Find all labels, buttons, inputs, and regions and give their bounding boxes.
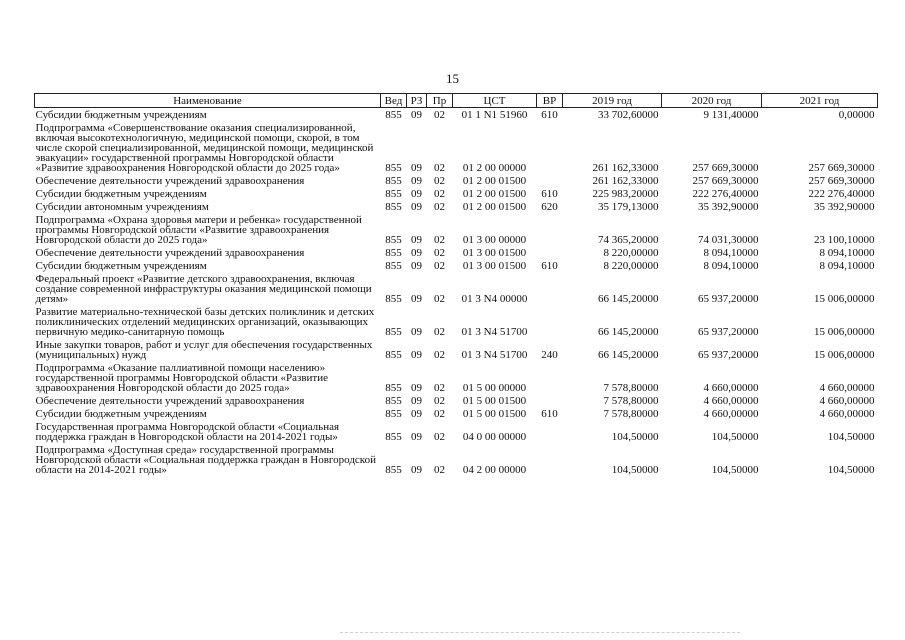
table-row: [35, 174, 878, 187]
cell-2020: 65 937,20000: [698, 293, 759, 305]
cell-2019: 8 220,00000: [603, 247, 659, 259]
cell-2019: 8 220,00000: [603, 260, 659, 272]
cell-2020: 104,50000: [711, 464, 759, 476]
cell-cst: 01 5 00 01500: [462, 408, 527, 420]
cell-pr: 02: [434, 395, 445, 407]
cell-ved: 855: [385, 175, 402, 187]
cell-2020: 9 131,40000: [703, 109, 759, 121]
cell-2020: 257 669,30000: [692, 162, 759, 174]
cell-name: Субсидии бюджетным учреждениям: [35, 408, 207, 420]
cell-vr: [537, 394, 563, 407]
cell-ved: 855: [385, 349, 402, 361]
table-header-row: [35, 94, 878, 108]
header-2020: 2020 год: [662, 94, 762, 108]
cell-cst: 04 0 00 00000: [462, 431, 527, 443]
cell-2020: 65 937,20000: [698, 349, 759, 361]
cell-rz: 09: [411, 464, 422, 476]
table-row: [35, 443, 878, 476]
table-row: [35, 272, 878, 305]
header-pr: Пр: [427, 94, 453, 108]
cell-vr: [537, 420, 563, 443]
budget-table: [34, 93, 878, 476]
cell-vr: [537, 246, 563, 259]
cell-ved: 855: [385, 201, 402, 213]
cell-2020: 74 031,30000: [698, 234, 759, 246]
cell-rz: 09: [411, 395, 422, 407]
cell-2021: 4 660,00000: [819, 382, 875, 394]
cell-pr: 02: [434, 431, 445, 443]
cell-rz: 09: [411, 234, 422, 246]
cell-ved: 855: [385, 247, 402, 259]
cell-2021: 15 006,00000: [814, 293, 875, 305]
cell-2021: 0,00000: [838, 109, 875, 121]
cell-2019: 35 179,13000: [598, 201, 659, 213]
cell-vr: 240: [541, 349, 558, 361]
table-row: [35, 338, 878, 361]
cell-ved: 855: [385, 464, 402, 476]
table-body: [35, 108, 878, 477]
cell-2020: 4 660,00000: [703, 382, 759, 394]
cell-2020: 104,50000: [711, 431, 759, 443]
cell-name: Подпрограмма «Оказание паллиативной помощи населению» государственной программы Новгородской области «Развитие здравоохранения Новгородской области до 2025 года»: [35, 362, 328, 394]
cell-2019: 7 578,80000: [603, 408, 659, 420]
cell-vr: [537, 443, 563, 476]
cell-pr: 02: [434, 162, 445, 174]
cell-ved: 855: [385, 382, 402, 394]
header-rz: РЗ: [407, 94, 427, 108]
cell-name: Субсидии бюджетным учреждениям: [35, 260, 207, 272]
cell-2021: 4 660,00000: [819, 395, 875, 407]
table-row: [35, 200, 878, 213]
cell-cst: 01 2 00 01500: [462, 201, 527, 213]
cell-name: Обеспечение деятельности учреждений здравоохранения: [35, 395, 305, 407]
cell-pr: 02: [434, 293, 445, 305]
cell-vr: 610: [541, 260, 558, 272]
cell-pr: 02: [434, 382, 445, 394]
cell-2019: 261 162,33000: [592, 175, 659, 187]
cell-2021: 35 392,90000: [814, 201, 875, 213]
cell-rz: 09: [411, 326, 422, 338]
cell-ved: 855: [385, 326, 402, 338]
cell-cst: 01 1 N1 51960: [461, 109, 528, 121]
cell-cst: 01 5 00 00000: [462, 382, 527, 394]
cell-pr: 02: [434, 109, 445, 121]
cell-name: Федеральный проект «Развитие детского здравоохранения, включая создание современной инфраструктуры оказания медицинской помощи детям»: [35, 273, 372, 305]
cell-2020: 65 937,20000: [698, 326, 759, 338]
cell-cst: 01 3 N4 51700: [461, 349, 528, 361]
cell-vr: 610: [541, 188, 558, 200]
cell-cst: 01 3 N4 00000: [461, 293, 528, 305]
cell-pr: 02: [434, 175, 445, 187]
cell-pr: 02: [434, 201, 445, 213]
header-cst: ЦСТ: [453, 94, 537, 108]
cell-rz: 09: [411, 293, 422, 305]
cell-2019: 66 145,20000: [598, 326, 659, 338]
cell-pr: 02: [434, 234, 445, 246]
cell-2020: 257 669,30000: [692, 175, 759, 187]
cell-name: Подпрограмма «Совершенствование оказания специализированной, включая высокотехнологичную, медицинской помощи, скорой, в том числе скорой специализированной, медицинской помощи, медицинской эвакуации» государственной программы Новгородской области «Развитие здравоохранения Новгородской области до 2025 года»: [35, 122, 374, 174]
cell-2019: 74 365,20000: [598, 234, 659, 246]
cell-2019: 104,50000: [611, 464, 659, 476]
cell-rz: 09: [411, 260, 422, 272]
cell-name: Субсидии автономным учреждениям: [35, 201, 209, 213]
cell-vr: [537, 174, 563, 187]
cell-cst: 01 2 00 00000: [462, 162, 527, 174]
cell-pr: 02: [434, 188, 445, 200]
cell-vr: [537, 361, 563, 394]
cell-ved: 855: [385, 162, 402, 174]
cell-ved: 855: [385, 395, 402, 407]
cell-2019: 104,50000: [611, 431, 659, 443]
cell-cst: 01 3 00 00000: [462, 234, 527, 246]
cell-name: Субсидии бюджетным учреждениям: [35, 188, 207, 200]
table-row: [35, 394, 878, 407]
cell-cst: 01 3 00 01500: [462, 260, 527, 272]
cell-name: Иные закупки товаров, работ и услуг для обеспечения государственных (муниципальных) нужд: [35, 339, 373, 361]
page-number: 15: [446, 71, 459, 86]
cell-pr: 02: [434, 349, 445, 361]
cell-2021: 15 006,00000: [814, 326, 875, 338]
table-row: [35, 108, 878, 122]
table-row: [35, 420, 878, 443]
cell-pr: 02: [434, 464, 445, 476]
cell-ved: 855: [385, 431, 402, 443]
cell-rz: 09: [411, 188, 422, 200]
header-ved: Вед: [381, 94, 407, 108]
cell-cst: 01 3 N4 51700: [461, 326, 528, 338]
cell-2021: 222 276,40000: [808, 188, 875, 200]
header-2019: 2019 год: [563, 94, 662, 108]
cell-ved: 855: [385, 293, 402, 305]
cell-2021: 257 669,30000: [808, 175, 875, 187]
cell-ved: 855: [385, 234, 402, 246]
table-row: [35, 407, 878, 420]
cell-2021: 8 094,10000: [819, 247, 875, 259]
cell-name: Обеспечение деятельности учреждений здравоохранения: [35, 175, 305, 187]
cell-cst: 01 5 00 01500: [462, 395, 527, 407]
cell-2019: 66 145,20000: [598, 349, 659, 361]
cell-vr: 610: [541, 109, 558, 121]
cell-cst: 04 2 00 00000: [462, 464, 527, 476]
cell-rz: 09: [411, 247, 422, 259]
table-row: [35, 213, 878, 246]
table-row: [35, 121, 878, 174]
cell-rz: 09: [411, 349, 422, 361]
cell-2021: 15 006,00000: [814, 349, 875, 361]
cell-2021: 4 660,00000: [819, 408, 875, 420]
cell-rz: 09: [411, 109, 422, 121]
cell-vr: 620: [541, 201, 558, 213]
cell-rz: 09: [411, 175, 422, 187]
cell-ved: 855: [385, 408, 402, 420]
table-row: [35, 305, 878, 338]
cell-rz: 09: [411, 201, 422, 213]
cell-cst: 01 2 00 01500: [462, 188, 527, 200]
cell-2019: 7 578,80000: [603, 382, 659, 394]
cell-pr: 02: [434, 247, 445, 259]
cell-2020: 35 392,90000: [698, 201, 759, 213]
cell-2021: 104,50000: [827, 431, 875, 443]
cell-pr: 02: [434, 326, 445, 338]
cell-ved: 855: [385, 188, 402, 200]
cell-name: Обеспечение деятельности учреждений здравоохранения: [35, 247, 305, 259]
cell-2019: 33 702,60000: [598, 109, 659, 121]
header-2021: 2021 год: [762, 94, 878, 108]
cell-rz: 09: [411, 162, 422, 174]
cell-2020: 8 094,10000: [703, 260, 759, 272]
cell-2020: 4 660,00000: [703, 408, 759, 420]
cell-pr: 02: [434, 408, 445, 420]
cell-2019: 66 145,20000: [598, 293, 659, 305]
header-name: Наименование: [35, 94, 381, 108]
cell-2021: 23 100,10000: [814, 234, 875, 246]
header-vr: ВР: [537, 94, 563, 108]
cell-rz: 09: [411, 408, 422, 420]
cell-name: Подпрограмма «Доступная среда» государственной программы Новгородской области «Социальная поддержка граждан в Новгородской области на 2014-2021 годы»: [35, 444, 376, 476]
cell-vr: [537, 121, 563, 174]
cell-ved: 855: [385, 260, 402, 272]
cell-2021: 104,50000: [827, 464, 875, 476]
cell-2020: 222 276,40000: [692, 188, 759, 200]
cell-rz: 09: [411, 431, 422, 443]
cell-vr: [537, 305, 563, 338]
cell-rz: 09: [411, 382, 422, 394]
cell-2019: 7 578,80000: [603, 395, 659, 407]
table-row: [35, 259, 878, 272]
cell-pr: 02: [434, 260, 445, 272]
cell-2021: 8 094,10000: [819, 260, 875, 272]
cell-name: Субсидии бюджетным учреждениям: [35, 109, 207, 121]
cell-name: Развитие материально-технической базы детских поликлиник и детских поликлинических отделений медицинских организаций, оказывающих первичную медико-санитарную помощь: [35, 306, 375, 338]
scan-footer-marks: [340, 632, 740, 635]
cell-2020: 4 660,00000: [703, 395, 759, 407]
cell-vr: [537, 213, 563, 246]
cell-cst: 01 2 00 01500: [462, 175, 527, 187]
cell-vr: [537, 272, 563, 305]
cell-vr: 610: [541, 408, 558, 420]
cell-name: Государственная программа Новгородской области «Социальная поддержка граждан в Новгородской области на 2014-2021 годы»: [35, 421, 340, 443]
table-row: [35, 361, 878, 394]
cell-cst: 01 3 00 01500: [462, 247, 527, 259]
cell-2020: 8 094,10000: [703, 247, 759, 259]
cell-2019: 225 983,20000: [592, 188, 659, 200]
cell-ved: 855: [385, 109, 402, 121]
cell-2019: 261 162,33000: [592, 162, 659, 174]
table-row: [35, 187, 878, 200]
cell-2021: 257 669,30000: [808, 162, 875, 174]
table-row: [35, 246, 878, 259]
cell-name: Подпрограмма «Охрана здоровья матери и ребенка» государственной программы Новгородской области «Развитие здравоохранения Новгородской области до 2025 года»: [35, 214, 362, 246]
